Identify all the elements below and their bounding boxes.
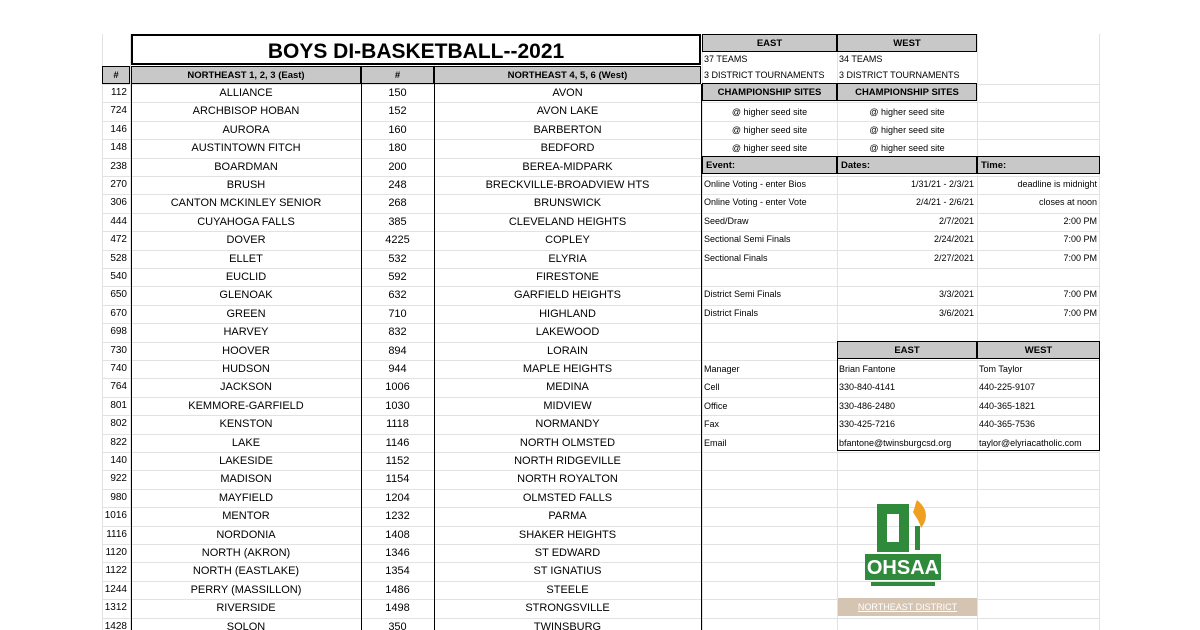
east-school-name: HUDSON: [222, 363, 270, 375]
west-school-name: OLMSTED FALLS: [522, 491, 613, 504]
east-school-name: SOLON: [226, 620, 266, 630]
header-west-group: NORTHEAST 4, 5, 6 (West): [434, 66, 701, 84]
west-school-name: LORAIN: [547, 344, 588, 357]
west-site-2: @ higher seed site: [869, 125, 945, 135]
east-school-name: LAKESIDE: [219, 455, 273, 467]
east-school-number: 140: [110, 455, 127, 466]
schedule-time: 7:00 PM: [1063, 289, 1097, 300]
east-school-name: PERRY (MASSILLON): [190, 583, 302, 596]
east-site-2: @ higher seed site: [731, 125, 808, 135]
contact-east: 330-840-4141: [839, 382, 896, 393]
west-school-number: 710: [388, 307, 407, 320]
east-school-number: 112: [111, 87, 127, 98]
east-school-number: 1120: [105, 547, 127, 558]
contact-label: Cell: [704, 382, 720, 393]
contact-west: 440-225-9107: [979, 382, 1036, 393]
west-school-number: 180: [388, 142, 407, 155]
spreadsheet: [102, 34, 1100, 630]
east-school-number: 1116: [106, 528, 127, 540]
east-school-number: 801: [110, 399, 127, 411]
schedule-dates-header: Dates:: [837, 156, 977, 174]
west-school-name: ST IGNATIUS: [533, 565, 602, 578]
schedule-time: closes at noon: [1038, 197, 1097, 208]
west-school-name: STEELE: [546, 583, 589, 596]
west-school-name: BARBERTON: [533, 123, 602, 136]
logo-o-shape-icon: [877, 504, 909, 552]
header-num-right: #: [361, 66, 434, 84]
west-school-number: 268: [388, 197, 407, 210]
west-tournaments: 3 DISTRICT TOURNAMENTS: [839, 70, 960, 80]
west-school-name: HIGHLAND: [539, 307, 596, 320]
east-school-number: 528: [110, 252, 127, 264]
west-school-name: AVON LAKE: [536, 105, 599, 118]
east-school-name: EUCLID: [225, 271, 267, 283]
schedule-time: deadline is midnight: [1017, 179, 1097, 189]
east-site-1: @ higher seed site: [731, 107, 808, 117]
east-site-3: @ higher seed site: [731, 143, 808, 153]
west-school-number: 1154: [385, 473, 410, 486]
contact-label: Fax: [704, 419, 720, 430]
northeast-district-link[interactable]: NORTHEAST DISTRICT: [838, 598, 977, 616]
west-school-number: 532: [388, 252, 407, 265]
east-school-name: NORTH (AKRON): [201, 547, 291, 559]
west-school-number: 1232: [385, 510, 410, 523]
east-school-name: KEMMORE-GARFIELD: [188, 399, 304, 412]
schedule-dates: 2/27/2021: [933, 252, 974, 263]
east-school-number: 724: [110, 105, 127, 117]
contact-east: bfantone@twinsburgcsd.org: [839, 437, 952, 448]
east-school-number: 540: [110, 271, 127, 282]
schedule-time: 2:00 PM: [1063, 215, 1097, 226]
east-school-name: MADISON: [220, 473, 272, 486]
east-school-name: CANTON MCKINLEY SENIOR: [170, 197, 322, 210]
west-school-name: NORTH ROYALTON: [517, 473, 618, 486]
west-school-name: MAPLE HEIGHTS: [522, 363, 613, 375]
east-school-name: LAKE: [231, 436, 261, 449]
west-school-name: AVON: [552, 87, 583, 99]
schedule-time: 7:00 PM: [1063, 252, 1097, 263]
west-school-number: 152: [388, 105, 407, 118]
east-school-name: CUYAHOGA FALLS: [197, 215, 295, 228]
schedule-time: 7:00 PM: [1063, 234, 1097, 245]
west-school-name: TWINSBURG: [533, 620, 602, 630]
east-school-number: 146: [110, 123, 127, 135]
west-school-name: NORTH OLMSTED: [519, 436, 616, 449]
gridline-col: [977, 34, 978, 630]
contacts-west-header: WEST: [977, 341, 1100, 359]
east-school-number: 802: [110, 418, 127, 430]
schedule-dates: 3/6/2021: [938, 307, 974, 318]
west-school-number: 385: [388, 215, 407, 228]
schedule-event: Sectional Finals: [704, 252, 768, 263]
east-school-name: AUSTINTOWN FITCH: [191, 142, 301, 155]
east-school-name: DOVER: [226, 234, 266, 247]
contact-label: Office: [704, 400, 728, 411]
contact-east: 330-425-7216: [839, 419, 896, 430]
header-east-group: NORTHEAST 1, 2, 3 (East): [131, 66, 361, 84]
schedule-time: [977, 267, 1100, 285]
schedule-time: 7:00 PM: [1063, 307, 1097, 318]
west-school-number: 350: [388, 620, 407, 630]
east-champ-sites-header: CHAMPIONSHIP SITES: [702, 83, 837, 101]
contacts-east-header: EAST: [837, 341, 977, 359]
east-list-border: [131, 84, 362, 630]
east-school-number: 148: [110, 142, 127, 154]
east-school-number: 740: [110, 363, 127, 374]
east-school-number: 650: [110, 289, 127, 301]
west-school-number: 1498: [385, 602, 410, 615]
schedule-event: District Finals: [704, 307, 759, 318]
schedule-dates: 1/31/21 - 2/3/21: [910, 179, 974, 189]
west-site-3: @ higher seed site: [869, 143, 945, 153]
east-school-number: 1428: [104, 620, 127, 630]
east-school-name: NORTH (EASTLAKE): [192, 565, 300, 578]
east-school-name: MAYFIELD: [218, 491, 274, 504]
west-list-border: [434, 84, 702, 630]
summary-east-header: EAST: [702, 34, 837, 52]
west-school-name: SHAKER HEIGHTS: [518, 528, 617, 541]
east-school-number: 822: [110, 436, 127, 448]
east-school-name: JACKSON: [220, 381, 272, 394]
west-school-name: BRECKVILLE-BROADVIEW HTS: [485, 179, 650, 191]
west-site-1: @ higher seed site: [869, 107, 945, 117]
west-school-name: MIDVIEW: [543, 399, 592, 412]
east-school-name: ARCHBISOP HOBAN: [192, 105, 300, 118]
contact-west: taylor@elyriacatholic.com: [979, 437, 1082, 448]
schedule-event: Online Voting - enter Bios: [704, 179, 807, 189]
east-school-number: 472: [110, 234, 127, 246]
sheet-title: BOYS DI-BASKETBALL--2021: [131, 34, 701, 65]
contact-east: 330-486-2480: [839, 400, 896, 411]
west-school-number: 1486: [385, 583, 410, 596]
east-school-name: GLENOAK: [219, 289, 273, 302]
west-school-number: 1346: [385, 547, 410, 559]
west-school-number: 1118: [386, 418, 409, 431]
west-school-number: 200: [388, 160, 407, 173]
gridline-col: [1099, 34, 1100, 630]
ohsaa-logo: [857, 494, 949, 606]
logo-torch-flame-icon: [913, 500, 926, 528]
west-school-name: ST EDWARD: [534, 547, 601, 559]
west-school-number: 1030: [385, 399, 410, 412]
west-school-name: CLEVELAND HEIGHTS: [508, 215, 627, 228]
east-school-name: MENTOR: [222, 510, 270, 523]
east-school-name: ELLET: [229, 252, 263, 265]
east-school-number: 1312: [104, 602, 127, 614]
contact-label: Email: [704, 437, 727, 448]
schedule-dates: 2/7/2021: [938, 215, 974, 226]
west-school-number: 1204: [385, 491, 410, 504]
contact-west: 440-365-1821: [979, 400, 1036, 411]
east-school-number: 1244: [104, 583, 127, 595]
west-school-name: ELYRIA: [548, 252, 587, 265]
east-school-name: ALLIANCE: [219, 87, 273, 99]
west-school-number: 894: [388, 344, 407, 357]
east-school-name: RIVERSIDE: [216, 602, 276, 615]
contact-label: Manager: [704, 364, 740, 374]
west-school-name: COPLEY: [545, 234, 590, 247]
west-teams: 34 TEAMS: [839, 54, 883, 64]
east-tournaments: 3 DISTRICT TOURNAMENTS: [704, 70, 825, 80]
west-school-number: 248: [388, 179, 407, 191]
east-school-name: HOOVER: [222, 344, 270, 357]
east-school-name: HARVEY: [223, 326, 269, 339]
east-school-number: 306: [110, 197, 127, 209]
east-school-number: 270: [110, 179, 127, 190]
east-school-number: 764: [110, 381, 127, 393]
west-school-number: 1408: [385, 528, 410, 541]
east-school-number: 1122: [105, 565, 127, 577]
west-school-name: FIRESTONE: [536, 271, 599, 283]
schedule-dates: 2/4/21 - 2/6/21: [915, 197, 974, 208]
east-school-number: 444: [110, 215, 127, 227]
west-school-name: BRUNSWICK: [533, 197, 602, 210]
east-school-number: 698: [110, 326, 127, 338]
west-school-number: 1146: [385, 436, 410, 449]
schedule-event: Sectional Semi Finals: [704, 234, 791, 245]
west-school-name: PARMA: [548, 510, 587, 523]
west-school-number: 160: [388, 123, 407, 136]
east-school-number: 730: [110, 344, 127, 356]
contact-west: 440-365-7536: [979, 419, 1036, 430]
east-school-number: 670: [110, 307, 127, 319]
west-school-name: GARFIELD HEIGHTS: [514, 289, 621, 302]
west-school-number: 1152: [385, 455, 410, 467]
west-school-number: 832: [388, 326, 407, 339]
west-school-name: NORMANDY: [535, 418, 600, 431]
schedule-event: District Semi Finals: [704, 289, 782, 300]
east-school-number: 1016: [104, 510, 127, 522]
schedule-event: Seed/Draw: [704, 215, 749, 226]
west-school-name: BEDFORD: [540, 142, 595, 155]
west-school-name: BEREA-MIDPARK: [522, 160, 613, 173]
west-school-number: 592: [388, 271, 407, 283]
schedule-dates: [837, 267, 977, 285]
schedule-dates: 2/24/2021: [933, 234, 974, 245]
west-school-number: 150: [388, 87, 407, 99]
west-school-number: 1354: [385, 565, 410, 578]
schedule-time-header: Time:: [977, 156, 1100, 174]
east-teams: 37 TEAMS: [704, 54, 748, 64]
contacts-border: [837, 359, 1100, 451]
west-champ-sites-header: CHAMPIONSHIP SITES: [837, 83, 977, 101]
west-school-name: NORTH RIDGEVILLE: [514, 455, 621, 467]
east-school-name: NORDONIA: [216, 528, 276, 541]
east-school-name: AURORA: [222, 123, 270, 136]
contact-east: Brian Fantone: [839, 364, 896, 374]
east-school-name: GREEN: [226, 307, 266, 320]
west-school-name: STRONGSVILLE: [525, 602, 610, 615]
east-school-name: BOARDMAN: [214, 160, 278, 173]
east-school-name: KENSTON: [219, 418, 273, 431]
east-school-number: 980: [110, 491, 127, 503]
header-num-left: #: [102, 66, 130, 84]
west-school-number: 944: [388, 363, 407, 375]
west-school-name: MEDINA: [546, 381, 589, 394]
west-school-name: LAKEWOOD: [535, 326, 600, 339]
logo-underline: [871, 582, 935, 586]
west-school-number: 4225: [385, 234, 410, 247]
east-school-number: 238: [110, 160, 127, 172]
summary-west-header: WEST: [837, 34, 977, 52]
schedule-event: [702, 267, 837, 285]
logo-torch-handle-icon: [915, 526, 920, 550]
east-school-name: BRUSH: [226, 179, 266, 191]
west-school-number: 632: [388, 289, 407, 302]
contact-west: Tom Taylor: [979, 364, 1023, 374]
schedule-event: Online Voting - enter Vote: [704, 197, 807, 208]
west-school-number: 1006: [385, 381, 410, 394]
schedule-dates: 3/3/2021: [938, 289, 974, 300]
logo-text: OHSAA: [866, 557, 940, 579]
east-school-number: 922: [110, 473, 127, 485]
schedule-event-header: Event:: [702, 156, 837, 174]
